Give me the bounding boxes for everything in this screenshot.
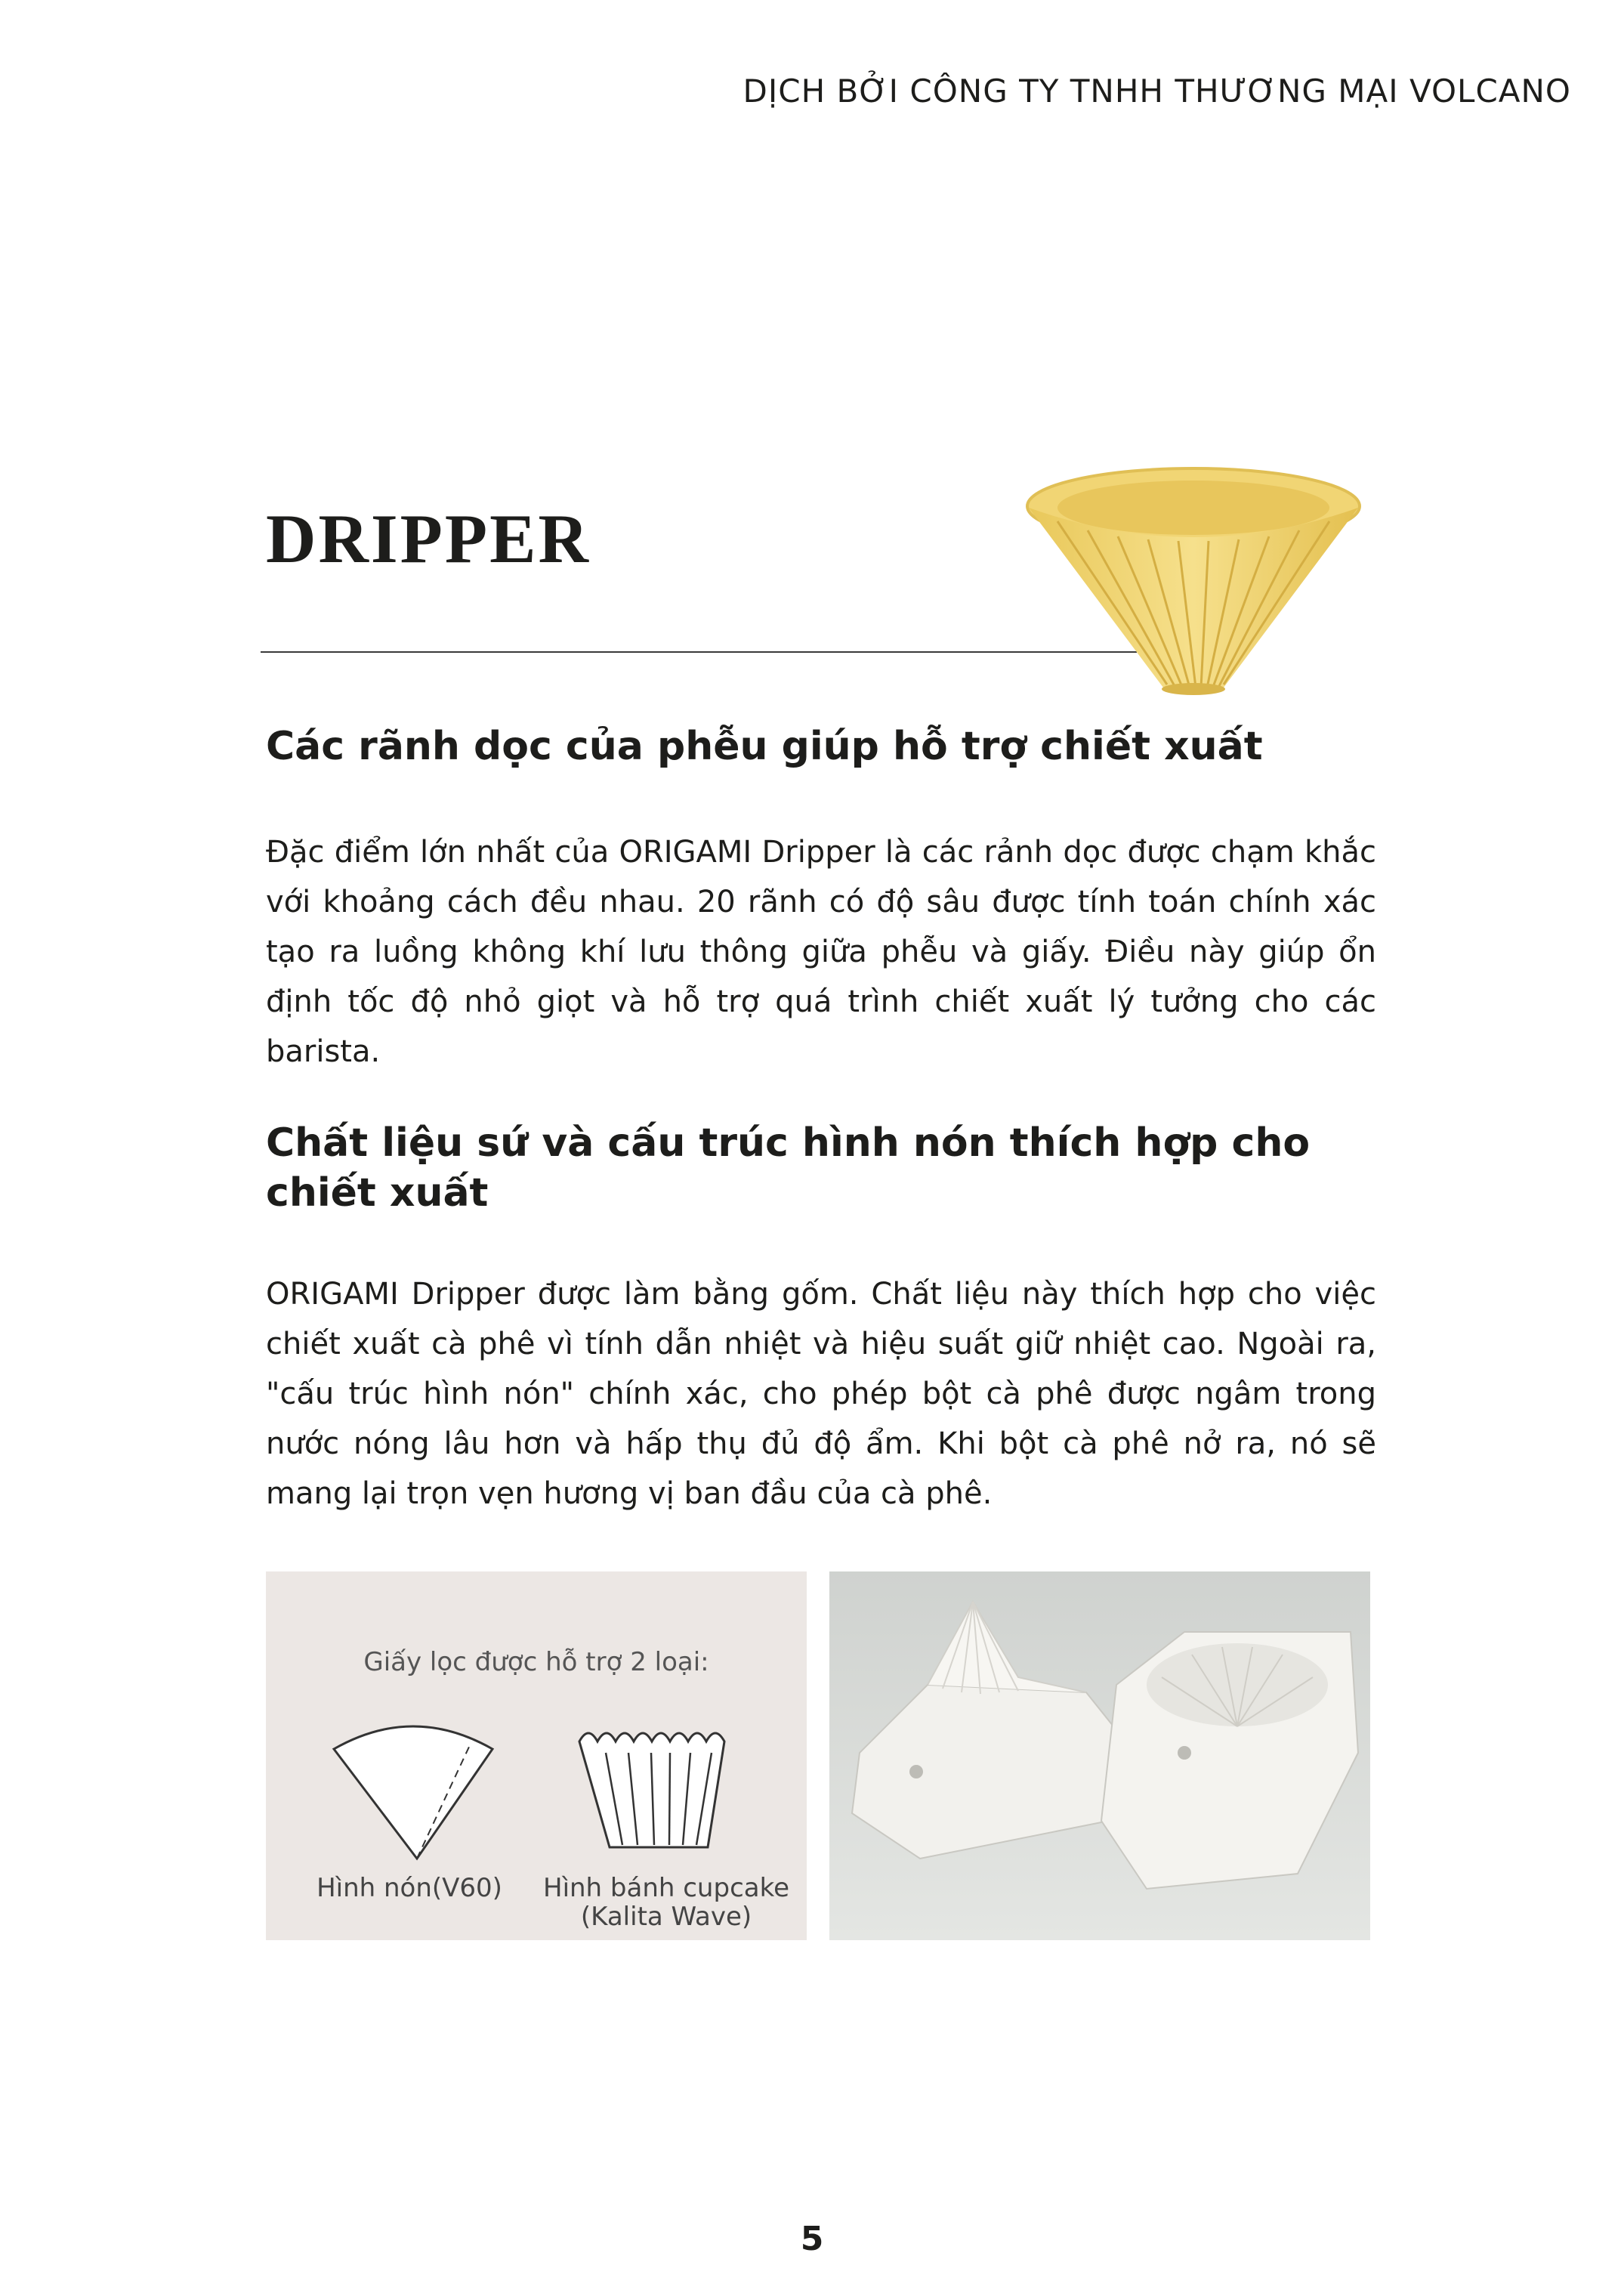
cone-filter-icon [326, 1715, 500, 1866]
filter-types-panel [266, 1571, 807, 1940]
mold-illustration [829, 1571, 1370, 1940]
yellow-dripper-illustration [1012, 461, 1375, 710]
cupcake-label-line1: Hình bánh cupcake [543, 1873, 789, 1903]
page-title: DRIPPER [266, 500, 591, 577]
title-divider [261, 651, 1137, 653]
filters-caption: Giấy lọc được hỗ trợ 2 loại: [363, 1647, 709, 1677]
section1-body: Đặc điểm lớn nhất của ORIGAMI Dripper là các rảnh dọc được chạm khắc với khoảng cách đều nhau. 20 rãnh có độ sâu được tính toán chính xác tạo ra luồng không khí lưu thông giữa phễu và giấy. Điều này giúp ổn định tốc độ nhỏ giọt và hỗ trợ quá trình chiết xuất lý tưởng cho các barista. [266, 835, 1376, 1069]
section1-heading: Các rãnh dọc của phễu giúp hỗ trợ chiết xuất [266, 724, 1263, 769]
section2-heading: Chất liệu sứ và cấu trúc hình nón thích hợp cho chiết xuất [266, 1120, 1311, 1216]
section2-body: ORIGAMI Dripper được làm bằng gốm. Chất liệu này thích hợp cho việc chiết xuất cà phê vì tính dẫn nhiệt và hiệu suất giữ nhiệt cao. Ngoài ra, "cấu trúc hình nón" chính xác, cho phép bột cà phê được ngâm trong nước nóng lâu hơn và hấp thụ đủ độ ẩm. Khi bột cà phê nở ra, nó sẽ mang lại trọn vẹn hương vị ban đầu của cà phê. [266, 1277, 1376, 1511]
cone-filter-label: Hình nón(V60) [316, 1873, 502, 1903]
page-number: 5 [800, 2220, 824, 2258]
translator-header: DỊCH BỞI CÔNG TY TNHH THƯƠNG MẠI VOLCANO [743, 73, 1571, 110]
cupcake-filter-label [538, 1874, 795, 1931]
ceramic-mold-photo [829, 1571, 1370, 1940]
cupcake-filter-icon [576, 1723, 742, 1859]
cupcake-label-line2: (Kalita Wave) [580, 1902, 752, 1932]
